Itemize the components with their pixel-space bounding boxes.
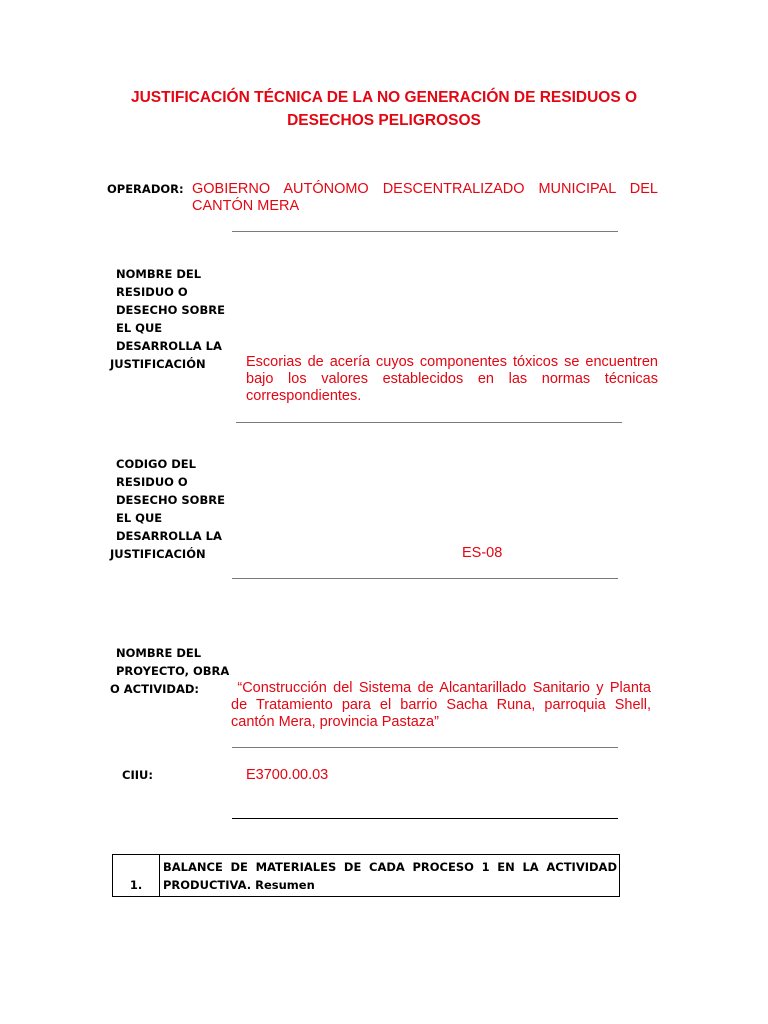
codigo-residuo-underline <box>232 578 618 579</box>
label-line: RESIDUO O <box>116 285 188 299</box>
title-line-1: JUSTIFICACIÓN TÉCNICA DE LA NO GENERACIÓN DE RESIDUOS O <box>130 89 638 106</box>
codigo-residuo-value: ES-08 <box>462 545 503 561</box>
document-title <box>100 86 668 132</box>
operador-underline <box>232 231 618 232</box>
label-line: JUSTIFICACIÓN <box>110 357 206 371</box>
label-line: PROYECTO, OBRA <box>116 664 230 678</box>
label-line: DESECHO SOBRE <box>116 493 225 507</box>
ciiu-value: E3700.00.03 <box>246 767 329 783</box>
nombre-residuo-value: Escorias de acería cuyos componentes tóxicos se encuentren bajo los valores establecidos en las normas técnicas correspondientes. <box>246 354 658 404</box>
section-heading: BALANCE DE MATERIALES DE CADA PROCESO 1 EN LA ACTIVIDAD PRODUCTIVA. Resumen <box>160 855 620 897</box>
section-number: 1. <box>113 855 160 897</box>
title-line-2: DESECHOS PELIGROSOS <box>287 112 481 129</box>
balance-table <box>112 854 620 897</box>
nombre-residuo-label <box>110 265 225 373</box>
label-line: DESARROLLA LA <box>116 529 222 543</box>
ciiu-label: CIIU: <box>122 768 153 782</box>
table-row <box>113 855 620 897</box>
proyecto-underline <box>232 747 618 748</box>
label-line: CODIGO DEL <box>116 457 196 471</box>
codigo-residuo-label <box>110 455 225 563</box>
proyecto-value: “Construcción del Sistema de Alcantarillado Sanitario y Planta de Tratamiento para el barrio Sacha Runa, parroquia Shell, cantón Mera, provincia Pastaza” <box>231 680 656 730</box>
label-line: NOMBRE DEL <box>116 267 202 281</box>
label-line: JUSTIFICACIÓN <box>110 547 206 561</box>
proyecto-label <box>110 644 229 698</box>
label-line: NOMBRE DEL <box>116 646 202 660</box>
operador-label: OPERADOR: <box>107 182 184 196</box>
label-line: EL QUE <box>116 511 163 525</box>
label-line: DESECHO SOBRE <box>116 303 225 317</box>
nombre-residuo-underline <box>236 422 622 423</box>
label-line: O ACTIVIDAD: <box>110 682 200 696</box>
ciiu-underline <box>232 818 618 819</box>
operador-value: GOBIERNO AUTÓNOMO DESCENTRALIZADO MUNICIPAL DEL CANTÓN MERA <box>192 181 658 214</box>
label-line: RESIDUO O <box>116 475 188 489</box>
label-line: DESARROLLA LA <box>116 339 222 353</box>
label-line: EL QUE <box>116 321 163 335</box>
